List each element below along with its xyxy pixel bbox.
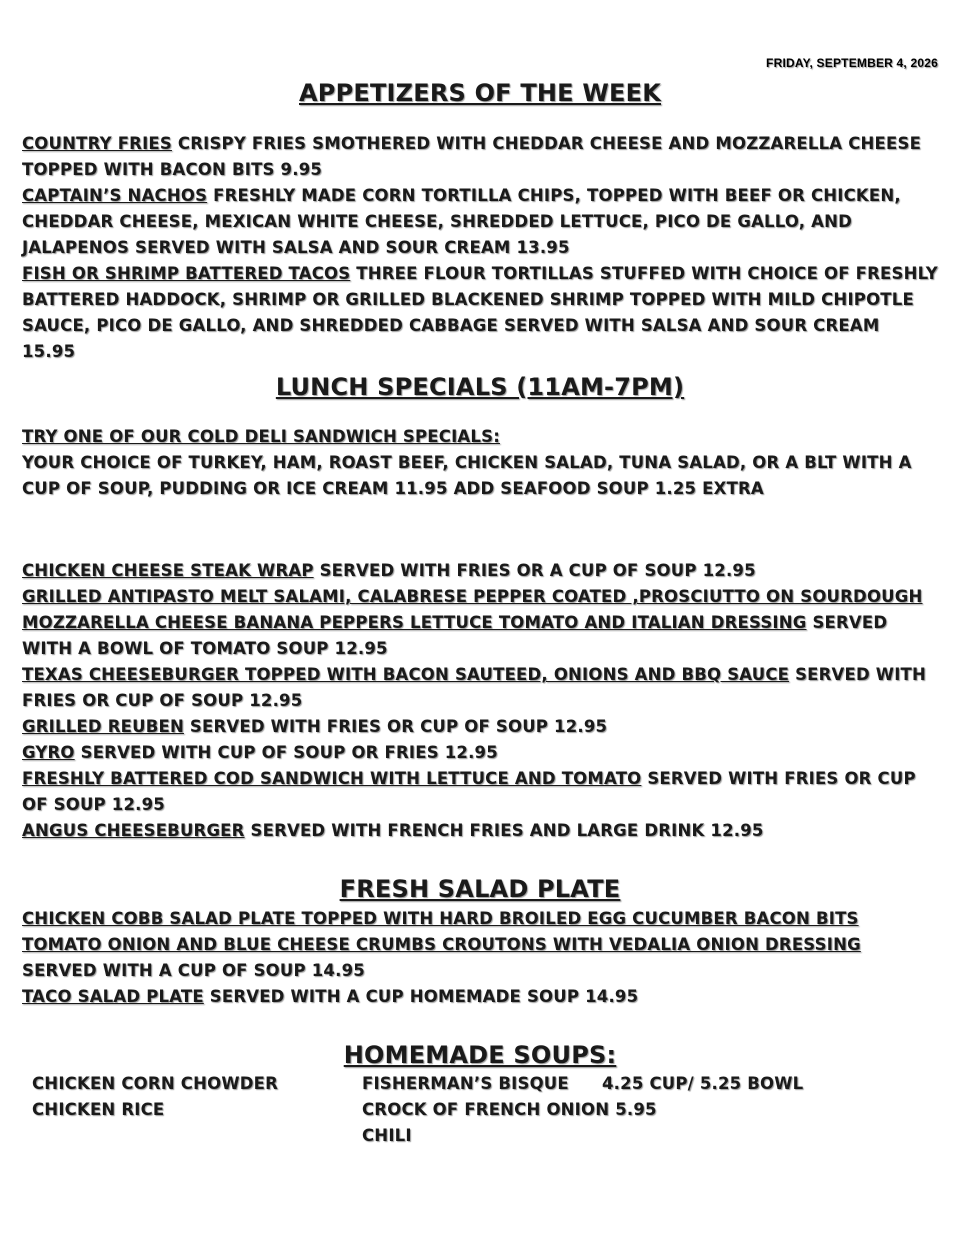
lunch-heading: LUNCH SPECIALS (11AM-7PM) — [275, 373, 685, 401]
lunch-item-desc: SERVED WITH FRENCH FRIES AND LARGE DRINK 12.95 — [244, 821, 764, 840]
lunch-item-name: FRESHLY BATTERED COD SANDWICH WITH LETTUCE AND TOMATO — [22, 769, 642, 788]
lunch-item-name: GYRO — [22, 743, 75, 762]
lunch-item-desc: SERVED WITH CUP OF SOUP OR FRIES 12.95 — [74, 743, 498, 762]
soups-heading: HOMEMADE SOUPS: — [343, 1041, 617, 1069]
appetizer-name: CAPTAIN’S NACHOS — [22, 186, 208, 205]
salad-list — [22, 906, 938, 1010]
lunch-item-name: GRILLED REUBEN — [22, 717, 184, 736]
appetizer-desc: CRISPY FRIES SMOTHERED WITH CHEDDAR CHEESE AND MOZZARELLA CHEESE TOPPED WITH BACON BITS 9.95 — [22, 134, 922, 179]
lunch-item — [22, 584, 938, 662]
appetizer-name: COUNTRY FRIES — [22, 134, 172, 153]
lunch-item-name: ANGUS CHEESEBURGER — [22, 821, 245, 840]
appetizer-item — [22, 183, 938, 261]
soup-item: CHILI — [362, 1126, 412, 1145]
salad-heading: FRESH SALAD PLATE — [339, 875, 621, 903]
lunch-item — [22, 740, 938, 766]
lunch-item — [22, 714, 938, 740]
appetizer-desc: THREE FLOUR TORTILLAS STUFFED WITH CHOICE OF FRESHLY BATTERED HADDOCK, SHRIMP OR GRILLED BLACKENED SHRIMP TOPPED WITH MILD CHIPOTLE SAUCE, PICO DE GALLO, AND SHREDDED CABBAGE SERVED WITH SALSA AND SOUR CREAM 15.95 — [22, 264, 938, 361]
appetizer-desc: FRESHLY MADE CORN TORTILLA CHIPS, TOPPED WITH BEEF OR CHICKEN, CHEDDAR CHEESE, MEXICAN WHITE CHEESE, SHREDDED LETTUCE, PICO DE GALLO, AND JALAPENOS SERVED WITH SALSA AND SOUR CREAM 13.95 — [22, 186, 901, 257]
soup-item: CHICKEN RICE — [32, 1100, 165, 1119]
appetizer-item — [22, 261, 938, 365]
lunch-item — [22, 558, 938, 584]
lunch-item-desc: SERVED WITH FRIES OR A CUP OF SOUP 12.95 — [313, 561, 756, 580]
appetizer-name: FISH OR SHRIMP BATTERED TACOS — [22, 264, 351, 283]
soup-item: CHICKEN CORN CHOWDER — [32, 1074, 278, 1093]
lunch-item-desc: SERVED WITH A BOWL OF TOMATO SOUP 12.95 — [22, 613, 888, 658]
salad-item-desc: SERVED WITH A CUP OF SOUP 14.95 — [22, 961, 365, 980]
lunch-item-desc: SERVED WITH FRIES OR CUP OF SOUP 12.95 — [22, 665, 927, 710]
print-date: FRIDAY, SEPTEMBER 4, 2026 — [766, 56, 938, 70]
lunch-item — [22, 662, 938, 714]
soup-item: CROCK OF FRENCH ONION 5.95 — [362, 1100, 657, 1119]
salad-item — [22, 906, 938, 984]
lunch-item-desc: SERVED WITH FRIES OR CUP OF SOUP 12.95 — [183, 717, 608, 736]
deli-title: TRY ONE OF OUR COLD DELI SANDWICH SPECIALS: — [22, 427, 500, 446]
salad-item-name: TACO SALAD PLATE — [22, 987, 204, 1006]
salad-item-desc: SERVED WITH A CUP HOMEMADE SOUP 14.95 — [203, 987, 639, 1006]
deli-specials — [22, 424, 938, 502]
deli-desc: YOUR CHOICE OF TURKEY, HAM, ROAST BEEF, CHICKEN SALAD, TUNA SALAD, OR A BLT WITH A CUP OF SOUP, PUDDING OR ICE CREAM 11.95 ADD SEAFOOD SOUP 1.25 EXTRA — [22, 453, 912, 498]
appetizer-item — [22, 131, 938, 183]
lunch-item-name: CHICKEN CHEESE STEAK WRAP — [22, 561, 314, 580]
lunch-item-name: TEXAS CHEESEBURGER TOPPED WITH BACON SAUTEED, ONIONS AND BBQ SAUCE — [22, 665, 790, 684]
lunch-item-name: GRILLED ANTIPASTO MELT SALAMI, CALABRESE PEPPER COATED ,PROSCIUTTO ON SOURDOUGH MOZZARELLA CHEESE BANANA PEPPERS LETTUCE TOMATO AND ITALIAN DRESSING — [22, 587, 923, 632]
lunch-item — [22, 818, 938, 844]
salad-item — [22, 984, 938, 1010]
appetizers-heading: APPETIZERS OF THE WEEK — [299, 79, 661, 107]
soup-price: 4.25 CUP/ 5.25 BOWL — [602, 1074, 804, 1093]
appetizers-list — [22, 131, 938, 365]
lunch-list — [22, 558, 938, 844]
salad-item-name: CHICKEN COBB SALAD PLATE TOPPED WITH HARD BROILED EGG CUCUMBER BACON BITS TOMATO ONION AND BLUE CHEESE CRUMBS CROUTONS WITH VEDALIA ONION DRESSING — [22, 909, 861, 954]
lunch-item-desc: SERVED WITH FRIES OR CUP OF SOUP 12.95 — [22, 769, 916, 814]
lunch-item — [22, 766, 938, 818]
soup-item: FISHERMAN’S BISQUE — [362, 1074, 569, 1093]
